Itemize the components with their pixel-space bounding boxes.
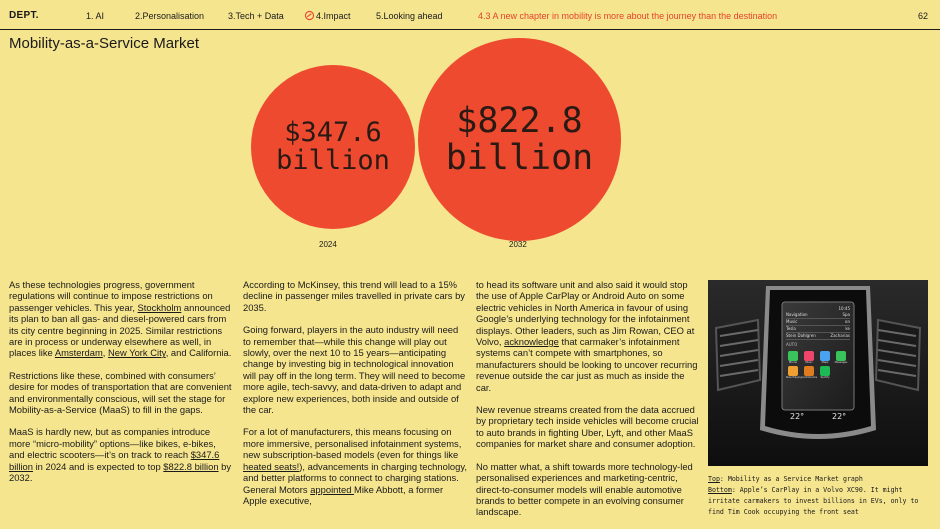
impact-icon: [305, 11, 314, 20]
carplay-photo: [708, 280, 928, 466]
screen-row-label: Tesla: [786, 326, 796, 331]
app-label: Maps: [821, 361, 829, 364]
text-column-3: [476, 279, 700, 529]
app-tile[interactable]: [802, 351, 816, 364]
carplay-screen: [784, 304, 852, 408]
screen-row-value: ke: [845, 326, 850, 331]
bubble-2024-unit: billion: [276, 145, 390, 176]
screen-row-label: Stein Dahlgren: [786, 333, 816, 338]
app-icon: [820, 351, 830, 361]
text-column-1: [9, 279, 233, 495]
screen-row: [786, 333, 850, 340]
bubble-2024-value: $347.6: [284, 116, 382, 148]
inline-link[interactable]: Stockholm: [137, 301, 182, 313]
app-tile[interactable]: [834, 351, 848, 364]
climate-temp-left: 22°: [790, 412, 805, 421]
inline-link[interactable]: heated seats!: [243, 460, 300, 472]
bubble-2024: [251, 65, 415, 229]
paragraph: No matter what, a shift towards more technology-led personalised experiences and marketing-centric, direct-to-consumer models will enable automotive brands to better compete in an evolving consumer landscape.: [476, 460, 693, 518]
app-icon: [836, 351, 846, 361]
bubble-2032-value: $822.8: [456, 100, 583, 141]
app-icon: [788, 351, 798, 361]
page-number: 62: [917, 11, 928, 21]
app-tile[interactable]: [786, 351, 800, 364]
caption-top: Top: Mobility as a Service Market graph: [708, 475, 863, 483]
paragraph: Going forward, players in the auto industry will need to remember that—while this change will play out slowly, over the next 10 to 15 years—anticipating change by investing big in technological innovation will pay off in the long term. They will need to become more agile, tech-savvy, and data-driven to adapt and explore new experiences, both inside and outside of the car.: [243, 324, 466, 416]
top-navigation-bar: [0, 0, 940, 30]
screen-mode: AUTO: [786, 342, 798, 347]
year-label-2024: 2024: [319, 240, 337, 249]
inline-link[interactable]: acknowledge: [504, 336, 559, 348]
page-title: Mobility-as-a-Service Market: [9, 35, 200, 52]
caption-bottom: Bottom: Apple’s CarPlay in a Volvo XC90. It might irritate carmakers to invest billions in EVs, only to find Tim Cook occupying the front seat: [708, 486, 919, 516]
nav-item-looking-ahead[interactable]: 5.Looking ahead: [376, 11, 443, 21]
screen-row-value: Zacharias: [830, 333, 850, 338]
inline-link[interactable]: appointed: [310, 483, 355, 495]
nav-item-personalisation[interactable]: 2.Personalisation: [135, 11, 205, 21]
paragraph: For a lot of manufacturers, this means focusing on more immersive, personalised infotainment systems, new subscription-based models (even for things like heated seats!), advancements in charging technology, and better platforms to connect to charging stations. General Motors appointed Mike Abbott, a former Apple executive,: [243, 426, 467, 506]
app-label: Phone: [788, 361, 798, 364]
screen-row-value: on: [845, 319, 850, 324]
app-tile[interactable]: [802, 366, 816, 379]
nav-item-tech-data[interactable]: 3.Tech + Data: [228, 11, 284, 21]
paragraph: New revenue streams created from the data accrued by proprietary tech inside vehicles will become crucial to auto brands in fighting Uber, Lyft, and other MaaS companies for market share and consumer adoption.: [476, 404, 699, 450]
bubble-2032-unit: billion: [445, 137, 594, 178]
paragraph: MaaS is hardly new, but as companies introduce more “micro-mobility” options—like bikes, e-bikes, and electric scooters—it’s on track to reach $347.6 billion in 2024 and is expected to top $822.8 billion by 2032.: [9, 426, 232, 484]
app-tile[interactable]: [818, 351, 832, 364]
screen-row: [786, 319, 850, 326]
paragraph: to head its software unit and also said it would stop the use of Apple CarPlay or Android Auto on some electric vehicles in North America in favour of using Google’s underlying technology for the infotainment displays. Other leaders, such as Jim Rowan, CEO at Volvo, acknowledge that carmaker’s infotainment systems can’t compete with smartphones, so manufacturers should be looking to uncover recurring revenue outside the car just as much as inside the car.: [476, 279, 698, 393]
screen-app-grid: [786, 351, 850, 379]
bubble-2032-label: [445, 100, 594, 178]
inline-link[interactable]: $822.8 billion: [163, 460, 219, 472]
paragraph: As these technologies progress, government regulations will continue to impose restrictions on passenger vehicles. This year, Stockholm announced its plan to ban all gas- and diesel-powered cars from its city centre beginning in 2025. Similar restrictions are in process or underway elsewhere as well, in places like Amsterdam, New York City, and California.: [9, 279, 232, 359]
screen-row: [786, 312, 850, 319]
screen-row-label: Music: [786, 319, 798, 324]
app-label: Spotify: [820, 376, 830, 379]
paragraph: According to McKinsey, this trend will lead to a 15% decline in passenger miles travelled in private cars by 2035.: [243, 279, 465, 313]
app-tile[interactable]: [818, 366, 832, 379]
app-icon: [820, 366, 830, 376]
photo-caption: [708, 474, 934, 518]
screen-clock: 10:45: [838, 306, 850, 311]
paragraph: Restrictions like these, combined with consumers’ desire for modes of transportation that are convenient and environmentally conscious, will set the stage for Mobility-as-a-Service (MaaS) to fill in the gaps.: [9, 369, 232, 416]
app-tile[interactable]: [786, 366, 800, 379]
app-icon: [804, 366, 814, 376]
app-label: Now Playing: [786, 376, 802, 379]
text-column-2: [243, 279, 467, 517]
climate-temp-right: 22°: [832, 412, 847, 421]
right-air-vent: [876, 320, 920, 390]
inline-link[interactable]: $347.6 billion: [9, 449, 220, 472]
app-label: Audiobooks: [802, 376, 818, 379]
nav-item-ai[interactable]: 1. AI: [86, 11, 105, 21]
bubble-2024-label: [276, 116, 390, 176]
nav-item-impact-label: 4.Impact: [316, 11, 351, 21]
section-title: 4.3 A new chapter in mobility is more about the journey than the destination: [478, 11, 778, 21]
screen-list: [786, 312, 850, 340]
bubble-2032: [418, 38, 621, 241]
app-icon: [788, 366, 798, 376]
nav-item-impact[interactable]: [305, 11, 351, 21]
year-label-2032: 2032: [509, 240, 527, 249]
brand-logo[interactable]: DEPT.: [9, 10, 39, 21]
app-label: Music: [805, 361, 813, 364]
app-label: Messages: [834, 361, 848, 364]
inline-link[interactable]: Amsterdam: [54, 347, 103, 359]
left-air-vent: [716, 320, 760, 390]
screen-row-label: Navigation: [786, 312, 808, 317]
screen-row: [786, 326, 850, 333]
screen-row-value: Spa: [842, 312, 850, 317]
app-icon: [804, 351, 814, 361]
inline-link[interactable]: New York City: [108, 347, 166, 359]
